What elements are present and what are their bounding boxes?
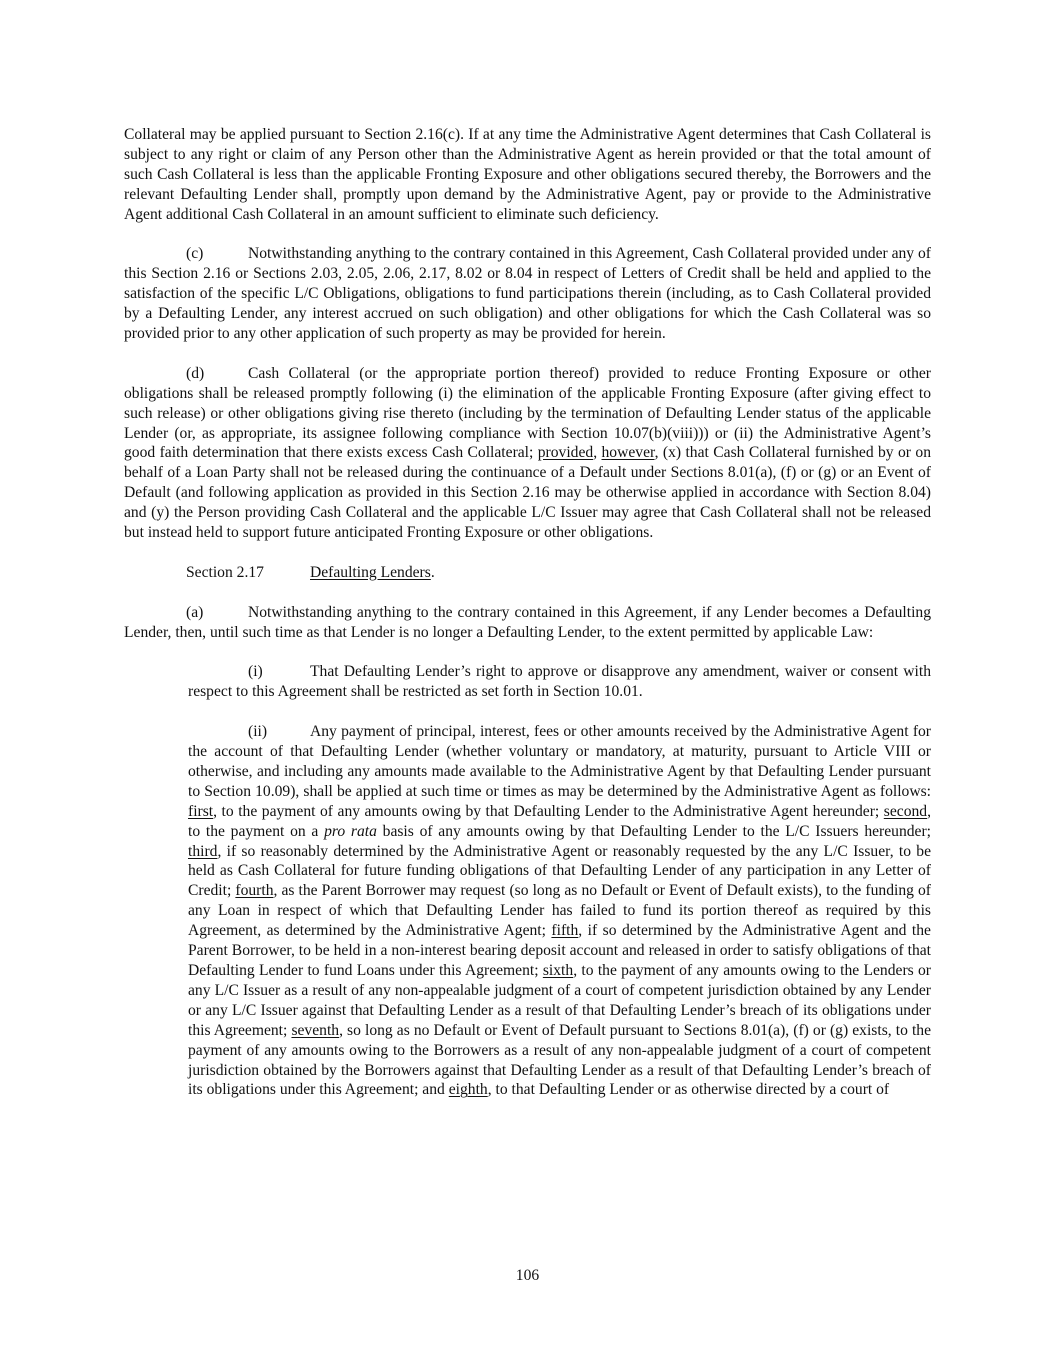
subparagraph-text: , to the payment of any amounts owing to the Lenders or any L/C Issuer as a result of any non-appealable judgment of a court of competent jurisdiction obtained by any Lender or any L/C Issuer against that Defaulting Lender as a result of that Defaulting Lender’s breach of its obligations under this Agreement; bbox=[188, 961, 931, 1039]
subparagraph-i bbox=[188, 662, 931, 702]
term-eighth: eighth bbox=[448, 1081, 488, 1099]
term-first: first bbox=[188, 802, 214, 820]
term-second: second bbox=[883, 802, 928, 820]
section-title-suffix: . bbox=[430, 563, 435, 581]
paragraph-text: Cash Collateral (or the appropriate portion thereof) provided to reduce Fronting Exposure or other obligations shall be released promptly following (i) the elimination of the applicable Fronting Exposure (after giving effect to such release) or other obligations giving rise thereto (including by the termination of Defaulting Lender status of the applicable Lender (or, as appropriate, its assignee following compliance with Section 10.07(b)(viii))) or (ii) the Administrative Agent’s good faith determination that there exists excess Cash Collateral; bbox=[124, 364, 931, 462]
subparagraph-text: , to that Defaulting Lender or as otherwise directed by a court of bbox=[487, 1081, 890, 1099]
provided-term: provided bbox=[537, 444, 594, 462]
however-term: however bbox=[601, 444, 655, 462]
subparagraph-text: , to the payment on a bbox=[188, 802, 931, 840]
subparagraph-text: , if so reasonably determined by the Administrative Agent or reasonably requested by the any L/C Issuer, to be held as Cash Collateral for future funding obligations of that Defaulting Lender of any participation in any Letter of Credit; bbox=[188, 842, 931, 900]
term-seventh: seventh bbox=[291, 1021, 340, 1039]
paragraph-text: , (x) that Cash Collateral furnished by or on behalf of a Loan Party shall not be released during the continuance of a Default under Sections 8.01(a), (f) or (g) or an Event of Default (and following application as provided in this Section 2.16 may be otherwise applied in accordance with Section 8.04) and (y) the Person providing Cash Collateral and the applicable L/C Issuer may agree that Cash Collateral shall not be released but instead held to support future anticipated Fronting Exposure or other obligations. bbox=[124, 444, 931, 542]
paragraph-c bbox=[124, 244, 931, 344]
paragraph-label: (d) bbox=[186, 364, 205, 382]
subparagraph-label: (i) bbox=[248, 663, 263, 681]
paragraph-label: (a) bbox=[186, 603, 204, 621]
subparagraph-text: , as the Parent Borrower may request (so long as no Default or Event of Default exists), to the funding of any Loan in respect of which that Defaulting Lender has failed to fund its portion thereof as required by this Agreement, as determined by the Administrative Agent; bbox=[188, 882, 931, 940]
page-number: 106 bbox=[515, 1267, 540, 1284]
paragraph-text: Notwithstanding anything to the contrary contained in this Agreement, Cash Collateral provided under any of this Section 2.16 or Sections 2.03, 2.05, 2.06, 2.17, 8.02 or 8.04 in respect of Letters of Credit shall be held and applied to the satisfaction of the specific L/C Obligations, obligations to fund participations therein (including, as to Cash Collateral provided by a Defaulting Lender, any interest accrued on such obligation) and other obligations for which the Cash Collateral was so provided prior to any other application of such property as may be provided for herein. bbox=[124, 245, 931, 343]
subparagraph-text: basis of any amounts owing by that Defaulting Lender to the L/C Issuers hereunder; bbox=[376, 822, 931, 840]
subparagraph-text: , to the payment of any amounts owing by that Defaulting Lender to the Administrative Agent hereunder; bbox=[213, 802, 884, 820]
subparagraph-label: (ii) bbox=[248, 723, 268, 741]
section-title: Defaulting Lenders bbox=[310, 563, 431, 581]
paragraph-text: Collateral may be applied pursuant to Section 2.16(c). If at any time the Administrative Agent determines that Cash Collateral is subject to any right or claim of any Person other than the Administrative Agent as herein provided or that the total amount of such Cash Collateral is less than the applicable Fronting Exposure and other obligations secured thereby, the Borrowers and the relevant Defaulting Lender shall, promptly upon demand by the Administrative Agent, pay or provide to the Administrative Agent additional Cash Collateral in an amount sufficient to eliminate such deficiency. bbox=[124, 126, 931, 223]
subparagraph-text: That Defaulting Lender’s right to approve or disapprove any amendment, waiver or consent with respect to this Agreement shall be restricted as set forth in Section 10.01. bbox=[188, 663, 931, 701]
subparagraph-text: Any payment of principal, interest, fees or other amounts received by the Administrative Agent for the account of that Defaulting Lender (whether voluntary or mandatory, at maturity, pursuant to Article VIII or otherwise, and including any amounts made available to the Administrative Agent by that Defaulting Lender pursuant to Section 10.09), shall be applied at such time or times as may be determined by the Administrative Agent as follows: bbox=[188, 723, 931, 800]
subparagraph-text: , so long as no Default or Event of Default pursuant to Sections 8.01(a), (f) or (g) exists, to the payment of any amounts owing to the Borrowers as a result of any non-appealable judgment of a court of competent jurisdiction obtained by the Borrowers against that Defaulting Lender as a result of that Defaulting Lender’s breach of its obligations under this Agreement; and bbox=[188, 1021, 931, 1099]
paragraph-a bbox=[124, 603, 931, 643]
term-sixth: sixth bbox=[542, 961, 574, 979]
term-fourth: fourth bbox=[235, 882, 274, 900]
term-fifth: fifth bbox=[551, 922, 579, 940]
paragraph-continuation bbox=[124, 125, 931, 225]
paragraph-text: Notwithstanding anything to the contrary contained in this Agreement, if any Lender becomes a Defaulting Lender, then, until such time as that Lender is no longer a Defaulting Lender, to the extent permitted by applicable Law: bbox=[124, 603, 931, 641]
separator: , bbox=[593, 444, 602, 462]
term-pro-rata: pro rata bbox=[324, 822, 377, 840]
subparagraph-text: , if so determined by the Administrative Agent and the Parent Borrower, to be held in a non-interest bearing deposit account and released in order to satisfy obligations of that Defaulting Lender to fund Loans under this Agreement; bbox=[188, 922, 931, 979]
paragraph-label: (c) bbox=[186, 245, 204, 263]
paragraph-d bbox=[124, 364, 931, 543]
subparagraph-ii bbox=[188, 722, 931, 1100]
section-number: Section 2.17 bbox=[186, 563, 264, 581]
section-heading bbox=[124, 563, 931, 583]
document-page bbox=[124, 125, 931, 1120]
term-third: third bbox=[188, 842, 218, 860]
